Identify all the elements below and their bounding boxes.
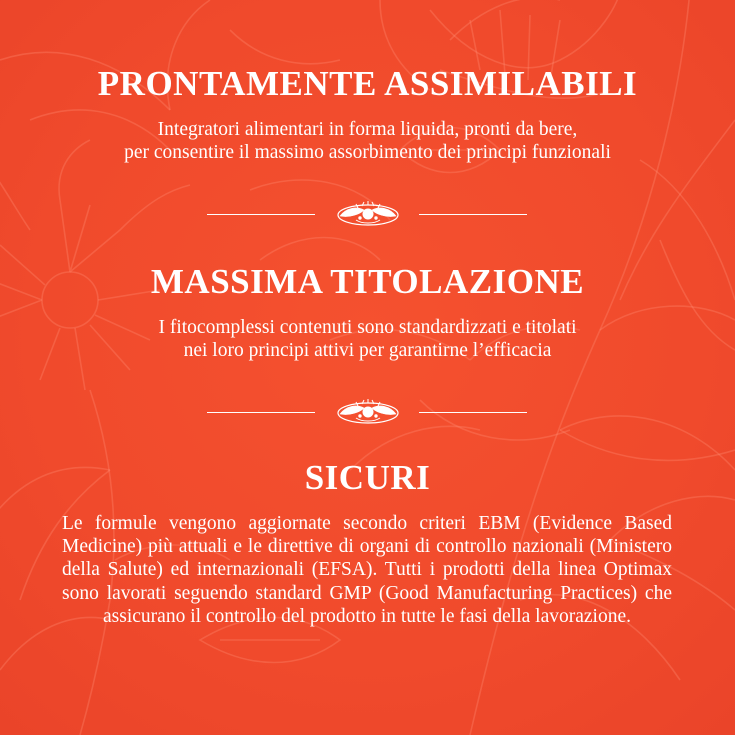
divider-line-left: [207, 412, 315, 413]
description-line: I fitocomplessi contenuti sono standardizzati e titolati: [158, 317, 577, 338]
section-description: [0, 118, 735, 164]
section-massima: [0, 262, 735, 362]
section-prontamente: [0, 64, 735, 164]
divider-line-right: [419, 412, 527, 413]
divider-line-right: [419, 214, 527, 215]
section-sicuri: [0, 458, 735, 510]
description-line: Integratori alimentari in forma liquida, pronti da bere,: [157, 119, 578, 140]
flower-ornament-icon: [332, 200, 404, 230]
description-line: nei loro principi attivi per garantirne l’efficacia: [183, 340, 552, 361]
section-title: MASSIMA TITOLAZIONE: [150, 262, 585, 301]
section-title: PRONTAMENTE ASSIMILABILI: [97, 64, 638, 103]
description-line: per consentire il massimo assorbimento dei principi funzionali: [124, 142, 611, 163]
section-title: SICURI: [304, 458, 431, 497]
section-paragraph: Le formule vengono aggiornate secondo criteri EBM (Evidence Based Medicine) più attuali e le direttive di organi di controllo nazionali (Ministero della Salute) ed internazionali (EFSA). Tutti i prodotti della linea Optimax sono lavorati seguendo standard GMP (Good Manufacturing Practices) che assicurano il controllo del prodotto in tutte le fasi della lavorazione.: [62, 513, 672, 627]
section-description: [0, 316, 735, 362]
section-divider: [0, 398, 735, 428]
flower-ornament-icon: [332, 398, 404, 428]
divider-line-left: [207, 214, 315, 215]
section-divider: [0, 200, 735, 230]
